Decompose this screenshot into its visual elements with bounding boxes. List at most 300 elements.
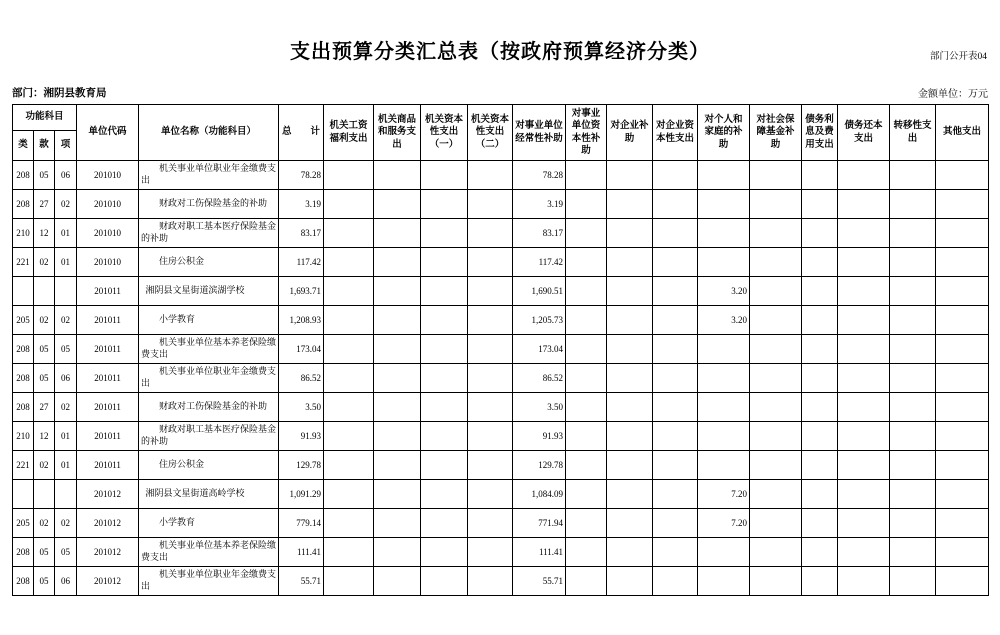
cell-value-11 (838, 190, 890, 219)
cell-func-section: 27 (34, 393, 55, 422)
cell-unit-code: 201011 (77, 422, 139, 451)
cell-value-9 (750, 190, 802, 219)
cell-unit-name: 住房公积金 (139, 248, 279, 277)
cell-value-1 (374, 364, 421, 393)
cell-value-13 (936, 277, 989, 306)
cell-func-section: 27 (34, 190, 55, 219)
cell-value-9 (750, 335, 802, 364)
table-row (13, 393, 989, 422)
cell-value-10 (802, 567, 838, 596)
cell-total: 117.42 (279, 248, 324, 277)
cell-value-9 (750, 219, 802, 248)
cell-value-8: 3.20 (698, 277, 750, 306)
cell-value-6 (607, 277, 653, 306)
cell-func-item: 01 (55, 422, 77, 451)
cell-value-4: 78.28 (513, 161, 566, 190)
cell-value-10 (802, 480, 838, 509)
cell-value-7 (653, 161, 698, 190)
cell-value-6 (607, 480, 653, 509)
cell-value-3 (468, 248, 513, 277)
cell-func-item: 01 (55, 248, 77, 277)
cell-value-6 (607, 306, 653, 335)
cell-value-2 (421, 393, 468, 422)
cell-func-class: 210 (13, 422, 34, 451)
cell-value-12 (890, 451, 936, 480)
cell-value-11 (838, 480, 890, 509)
cell-value-13 (936, 248, 989, 277)
cell-value-0 (324, 567, 374, 596)
cell-func-section: 02 (34, 306, 55, 335)
cell-value-6 (607, 509, 653, 538)
cell-value-11 (838, 538, 890, 567)
cell-value-7 (653, 306, 698, 335)
cell-unit-code: 201012 (77, 509, 139, 538)
cell-value-5 (566, 509, 607, 538)
cell-value-2 (421, 451, 468, 480)
cell-unit-code: 201011 (77, 364, 139, 393)
cell-value-5 (566, 190, 607, 219)
cell-value-5 (566, 451, 607, 480)
cell-func-section: 05 (34, 161, 55, 190)
cell-func-class: 221 (13, 451, 34, 480)
cell-total: 129.78 (279, 451, 324, 480)
cell-value-0 (324, 364, 374, 393)
cell-value-6 (607, 567, 653, 596)
table-row (13, 538, 989, 567)
cell-value-7 (653, 190, 698, 219)
cell-value-13 (936, 161, 989, 190)
col-value-9: 对社会保障基金补助 (750, 105, 802, 161)
cell-value-3 (468, 277, 513, 306)
col-value-8: 对个人和家庭的补助 (698, 105, 750, 161)
cell-value-7 (653, 451, 698, 480)
cell-value-4: 111.41 (513, 538, 566, 567)
cell-value-3 (468, 393, 513, 422)
cell-value-4: 771.94 (513, 509, 566, 538)
cell-value-6 (607, 161, 653, 190)
cell-value-4: 3.19 (513, 190, 566, 219)
cell-value-0 (324, 219, 374, 248)
cell-unit-code: 201010 (77, 161, 139, 190)
cell-value-3 (468, 509, 513, 538)
cell-value-2 (421, 219, 468, 248)
cell-total: 55.71 (279, 567, 324, 596)
cell-value-12 (890, 422, 936, 451)
cell-value-7 (653, 538, 698, 567)
cell-unit-name: 机关事业单位职业年金缴费支出 (139, 161, 279, 190)
cell-value-10 (802, 190, 838, 219)
cell-value-10 (802, 248, 838, 277)
cell-unit-name: 财政对工伤保险基金的补助 (139, 393, 279, 422)
cell-func-section: 05 (34, 567, 55, 596)
cell-value-1 (374, 393, 421, 422)
cell-total: 3.50 (279, 393, 324, 422)
cell-value-1 (374, 248, 421, 277)
cell-unit-name: 湘阴县文星街道高岭学校 (139, 480, 279, 509)
col-value-11: 债务还本支出 (838, 105, 890, 161)
cell-unit-name: 财政对职工基本医疗保险基金的补助 (139, 219, 279, 248)
cell-value-11 (838, 335, 890, 364)
cell-value-10 (802, 335, 838, 364)
cell-value-2 (421, 248, 468, 277)
cell-value-1 (374, 277, 421, 306)
cell-value-7 (653, 364, 698, 393)
cell-unit-code: 201010 (77, 219, 139, 248)
cell-value-9 (750, 277, 802, 306)
cell-unit-name: 机关事业单位基本养老保险缴费支出 (139, 538, 279, 567)
cell-func-class: 208 (13, 538, 34, 567)
cell-value-2 (421, 538, 468, 567)
cell-value-12 (890, 277, 936, 306)
cell-value-1 (374, 567, 421, 596)
cell-value-13 (936, 567, 989, 596)
table-row (13, 219, 989, 248)
cell-value-3 (468, 190, 513, 219)
cell-func-class: 208 (13, 335, 34, 364)
cell-value-8 (698, 161, 750, 190)
cell-value-9 (750, 306, 802, 335)
cell-value-4: 3.50 (513, 393, 566, 422)
cell-func-class: 210 (13, 219, 34, 248)
cell-value-13 (936, 480, 989, 509)
cell-value-1 (374, 190, 421, 219)
cell-value-10 (802, 219, 838, 248)
cell-func-class: 205 (13, 306, 34, 335)
cell-value-2 (421, 364, 468, 393)
cell-value-0 (324, 422, 374, 451)
col-func-item: 项 (55, 131, 77, 161)
budget-table (12, 104, 989, 596)
cell-func-item: 06 (55, 567, 77, 596)
cell-value-12 (890, 567, 936, 596)
cell-func-section: 05 (34, 538, 55, 567)
cell-value-3 (468, 306, 513, 335)
col-value-4: 对事业单位经常性补助 (513, 105, 566, 161)
cell-value-2 (421, 335, 468, 364)
cell-total: 111.41 (279, 538, 324, 567)
cell-value-11 (838, 248, 890, 277)
cell-unit-code: 201010 (77, 248, 139, 277)
cell-value-3 (468, 480, 513, 509)
cell-unit-name: 小学教育 (139, 306, 279, 335)
department-label: 部门：湘阴县教育局 (12, 88, 107, 99)
cell-value-3 (468, 538, 513, 567)
cell-unit-code: 201010 (77, 190, 139, 219)
cell-value-2 (421, 509, 468, 538)
cell-value-6 (607, 190, 653, 219)
cell-func-section (34, 277, 55, 306)
page-title: 支出预算分类汇总表（按政府预算经济分类） (290, 41, 710, 63)
cell-func-item: 05 (55, 538, 77, 567)
cell-value-4: 129.78 (513, 451, 566, 480)
cell-value-8 (698, 422, 750, 451)
cell-value-8 (698, 248, 750, 277)
cell-total: 1,091.29 (279, 480, 324, 509)
cell-value-12 (890, 161, 936, 190)
cell-value-12 (890, 364, 936, 393)
cell-value-11 (838, 393, 890, 422)
cell-total: 1,208.93 (279, 306, 324, 335)
cell-value-12 (890, 509, 936, 538)
cell-value-2 (421, 306, 468, 335)
cell-func-item (55, 277, 77, 306)
cell-value-6 (607, 393, 653, 422)
cell-value-9 (750, 161, 802, 190)
cell-value-0 (324, 393, 374, 422)
cell-func-item: 06 (55, 161, 77, 190)
cell-value-8 (698, 335, 750, 364)
cell-func-item: 06 (55, 364, 77, 393)
cell-value-11 (838, 567, 890, 596)
col-value-7: 对企业资本性支出 (653, 105, 698, 161)
cell-value-7 (653, 509, 698, 538)
cell-func-class: 208 (13, 393, 34, 422)
cell-value-3 (468, 161, 513, 190)
cell-value-9 (750, 451, 802, 480)
cell-value-2 (421, 422, 468, 451)
cell-value-8 (698, 538, 750, 567)
cell-func-item (55, 480, 77, 509)
cell-value-5 (566, 422, 607, 451)
cell-value-8: 7.20 (698, 509, 750, 538)
meta-row (12, 85, 988, 100)
cell-func-class: 208 (13, 567, 34, 596)
cell-value-5 (566, 364, 607, 393)
cell-unit-code: 201011 (77, 306, 139, 335)
col-unit-code: 单位代码 (77, 105, 139, 161)
col-value-10: 债务利息及费用支出 (802, 105, 838, 161)
cell-value-7 (653, 277, 698, 306)
cell-value-1 (374, 480, 421, 509)
cell-func-item: 02 (55, 393, 77, 422)
table-row (13, 364, 989, 393)
cell-unit-name: 住房公积金 (139, 451, 279, 480)
cell-func-section: 12 (34, 219, 55, 248)
amount-unit-label: 金额单位：万元 (918, 89, 988, 100)
cell-value-6 (607, 364, 653, 393)
cell-func-class: 208 (13, 364, 34, 393)
cell-value-2 (421, 190, 468, 219)
cell-value-12 (890, 190, 936, 219)
cell-value-7 (653, 393, 698, 422)
cell-value-3 (468, 335, 513, 364)
table-row (13, 451, 989, 480)
cell-value-0 (324, 451, 374, 480)
table-row (13, 190, 989, 219)
cell-unit-code: 201011 (77, 335, 139, 364)
cell-value-7 (653, 335, 698, 364)
cell-value-0 (324, 538, 374, 567)
cell-total: 83.17 (279, 219, 324, 248)
cell-func-section: 12 (34, 422, 55, 451)
cell-unit-name: 财政对工伤保险基金的补助 (139, 190, 279, 219)
col-func-section: 款 (34, 131, 55, 161)
cell-func-section: 05 (34, 335, 55, 364)
cell-value-8: 7.20 (698, 480, 750, 509)
cell-value-2 (421, 277, 468, 306)
table-row (13, 509, 989, 538)
cell-value-11 (838, 509, 890, 538)
cell-unit-name: 机关事业单位职业年金缴费支出 (139, 364, 279, 393)
cell-value-4: 173.04 (513, 335, 566, 364)
cell-value-11 (838, 422, 890, 451)
cell-value-5 (566, 335, 607, 364)
cell-value-1 (374, 161, 421, 190)
cell-value-1 (374, 509, 421, 538)
cell-unit-code: 201011 (77, 451, 139, 480)
cell-unit-name: 财政对职工基本医疗保险基金的补助 (139, 422, 279, 451)
cell-value-7 (653, 567, 698, 596)
cell-unit-name: 机关事业单位职业年金缴费支出 (139, 567, 279, 596)
cell-total: 779.14 (279, 509, 324, 538)
cell-func-section: 02 (34, 248, 55, 277)
cell-value-10 (802, 306, 838, 335)
cell-value-10 (802, 364, 838, 393)
cell-value-9 (750, 567, 802, 596)
col-func-class: 类 (13, 131, 34, 161)
cell-total: 86.52 (279, 364, 324, 393)
cell-value-0 (324, 480, 374, 509)
cell-value-7 (653, 248, 698, 277)
cell-value-13 (936, 422, 989, 451)
cell-unit-code: 201012 (77, 567, 139, 596)
cell-value-3 (468, 451, 513, 480)
cell-value-0 (324, 335, 374, 364)
table-body (13, 161, 989, 596)
cell-value-5 (566, 219, 607, 248)
cell-value-13 (936, 451, 989, 480)
cell-func-class (13, 277, 34, 306)
table-row (13, 335, 989, 364)
col-value-3: 机关资本性支出（二） (468, 105, 513, 161)
header-row-1 (13, 105, 989, 131)
cell-value-12 (890, 219, 936, 248)
cell-value-1 (374, 422, 421, 451)
cell-value-6 (607, 335, 653, 364)
cell-value-6 (607, 219, 653, 248)
cell-func-item: 05 (55, 335, 77, 364)
cell-value-10 (802, 538, 838, 567)
col-value-12: 转移性支出 (890, 105, 936, 161)
cell-value-5 (566, 277, 607, 306)
cell-value-13 (936, 393, 989, 422)
cell-value-12 (890, 480, 936, 509)
cell-value-1 (374, 335, 421, 364)
table-row (13, 277, 989, 306)
cell-func-class: 221 (13, 248, 34, 277)
cell-total: 3.19 (279, 190, 324, 219)
cell-value-5 (566, 248, 607, 277)
cell-value-0 (324, 190, 374, 219)
cell-value-13 (936, 335, 989, 364)
table-header (13, 105, 989, 161)
doc-tag: 部门公开表04 (929, 52, 987, 62)
cell-value-8: 3.20 (698, 306, 750, 335)
cell-value-0 (324, 509, 374, 538)
table-row (13, 480, 989, 509)
cell-value-12 (890, 306, 936, 335)
cell-value-8 (698, 451, 750, 480)
cell-value-5 (566, 480, 607, 509)
cell-value-1 (374, 306, 421, 335)
cell-value-9 (750, 480, 802, 509)
cell-value-5 (566, 538, 607, 567)
cell-func-item: 02 (55, 509, 77, 538)
col-unit-name: 单位名称（功能科目） (139, 105, 279, 161)
cell-value-11 (838, 306, 890, 335)
cell-total: 173.04 (279, 335, 324, 364)
cell-value-2 (421, 480, 468, 509)
cell-value-9 (750, 509, 802, 538)
cell-value-10 (802, 393, 838, 422)
col-value-1: 机关商品和服务支出 (374, 105, 421, 161)
cell-value-13 (936, 538, 989, 567)
col-value-5: 对事业单位资本性补助 (566, 105, 607, 161)
cell-value-8 (698, 364, 750, 393)
table-row (13, 567, 989, 596)
cell-value-3 (468, 364, 513, 393)
cell-value-4: 83.17 (513, 219, 566, 248)
table-row (13, 161, 989, 190)
cell-value-13 (936, 190, 989, 219)
table-row (13, 306, 989, 335)
cell-unit-code: 201012 (77, 480, 139, 509)
cell-value-11 (838, 451, 890, 480)
cell-value-10 (802, 451, 838, 480)
cell-value-9 (750, 422, 802, 451)
cell-value-9 (750, 248, 802, 277)
cell-value-7 (653, 422, 698, 451)
cell-value-11 (838, 219, 890, 248)
col-total: 总 计 (279, 105, 324, 161)
cell-value-5 (566, 306, 607, 335)
cell-value-8 (698, 190, 750, 219)
cell-value-0 (324, 306, 374, 335)
cell-value-13 (936, 364, 989, 393)
cell-unit-code: 201011 (77, 277, 139, 306)
cell-total: 91.93 (279, 422, 324, 451)
cell-value-4: 1,690.51 (513, 277, 566, 306)
cell-value-4: 1,205.73 (513, 306, 566, 335)
cell-value-12 (890, 248, 936, 277)
cell-value-9 (750, 538, 802, 567)
cell-total: 1,693.71 (279, 277, 324, 306)
cell-value-9 (750, 364, 802, 393)
cell-value-10 (802, 277, 838, 306)
cell-unit-name: 小学教育 (139, 509, 279, 538)
cell-value-6 (607, 538, 653, 567)
cell-value-12 (890, 393, 936, 422)
cell-value-4: 91.93 (513, 422, 566, 451)
cell-unit-code: 201012 (77, 538, 139, 567)
cell-func-section: 02 (34, 451, 55, 480)
cell-value-6 (607, 248, 653, 277)
col-value-0: 机关工资福利支出 (324, 105, 374, 161)
cell-value-2 (421, 161, 468, 190)
col-value-13: 其他支出 (936, 105, 989, 161)
cell-func-class: 205 (13, 509, 34, 538)
cell-value-12 (890, 538, 936, 567)
cell-func-class: 208 (13, 161, 34, 190)
cell-value-0 (324, 161, 374, 190)
cell-value-7 (653, 480, 698, 509)
cell-value-8 (698, 567, 750, 596)
cell-func-item: 02 (55, 306, 77, 335)
cell-value-5 (566, 161, 607, 190)
cell-value-11 (838, 277, 890, 306)
cell-value-10 (802, 509, 838, 538)
cell-value-4: 1,084.09 (513, 480, 566, 509)
